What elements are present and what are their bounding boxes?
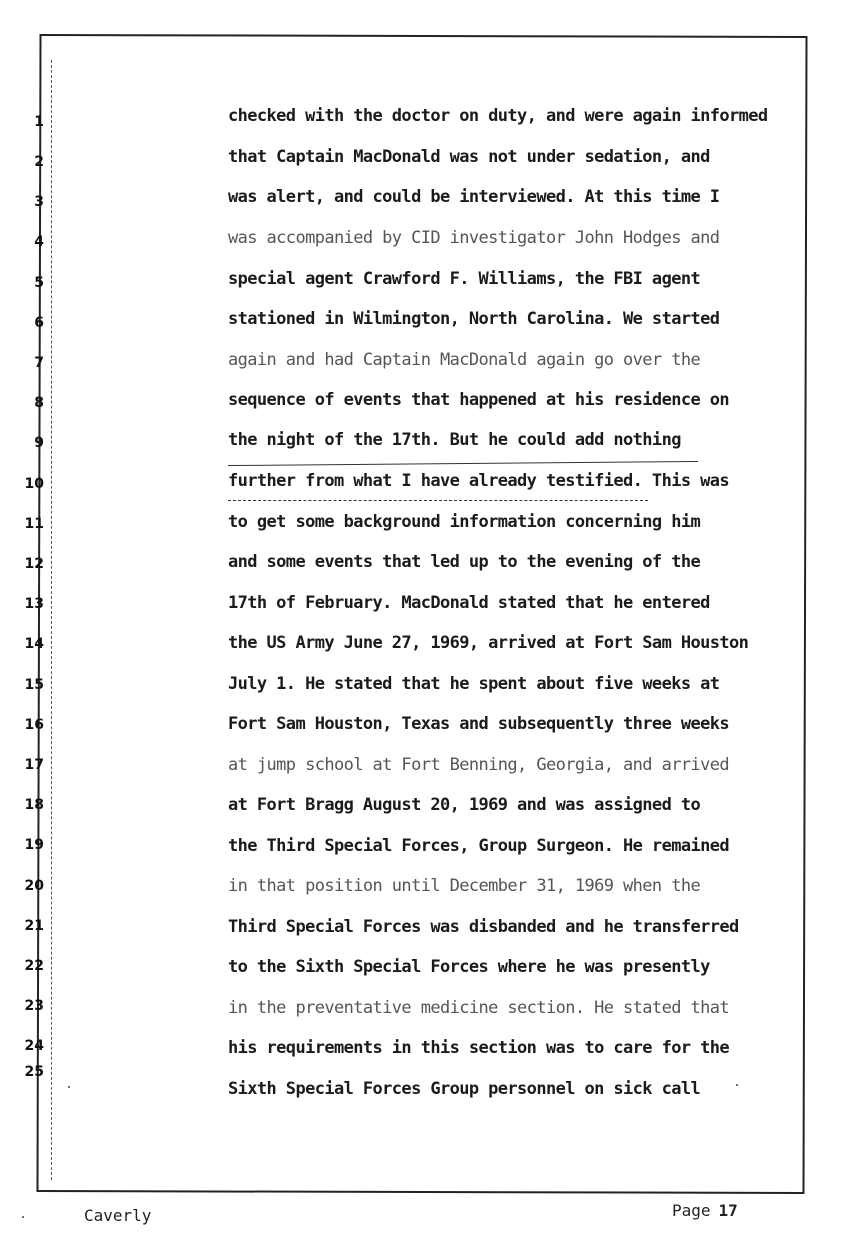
transcript-line: sequence of events that happened at his residence on bbox=[228, 390, 730, 410]
line-number: 16 bbox=[24, 717, 44, 733]
transcript-line: in that position until December 31, 1969 when the bbox=[228, 876, 701, 896]
line-number: 18 bbox=[24, 797, 44, 813]
scan-speck bbox=[736, 1084, 738, 1086]
line-number: 22 bbox=[24, 958, 44, 974]
transcript-line: stationed in Wilmington, North Carolina. We started bbox=[228, 309, 720, 329]
transcript-line: July 1. He stated that he spent about five weeks at bbox=[228, 674, 720, 694]
line-number: 21 bbox=[24, 918, 44, 934]
line-number: 2 bbox=[34, 154, 44, 170]
transcript-line: at Fort Bragg August 20, 1969 and was assigned to bbox=[228, 795, 701, 815]
transcript-line: was alert, and could be interviewed. At this time I bbox=[228, 187, 720, 207]
scan-speck bbox=[22, 1216, 24, 1218]
line-number: 20 bbox=[24, 878, 44, 894]
transcript-line: the Third Special Forces, Group Surgeon. He remained bbox=[228, 836, 730, 856]
transcript-line: Sixth Special Forces Group personnel on sick call bbox=[228, 1079, 701, 1099]
transcript-line: his requirements in this section was to care for the bbox=[228, 1038, 730, 1058]
handwritten-underline bbox=[228, 500, 648, 501]
line-number: 6 bbox=[34, 315, 44, 331]
line-number: 8 bbox=[34, 395, 44, 411]
line-number: 3 bbox=[34, 194, 44, 210]
line-number: 11 bbox=[24, 516, 44, 532]
line-number: 9 bbox=[34, 435, 44, 451]
line-number: 17 bbox=[24, 757, 44, 773]
transcript-line: Fort Sam Houston, Texas and subsequently three weeks bbox=[228, 714, 730, 734]
line-number: 19 bbox=[24, 837, 44, 853]
transcript-line: the night of the 17th. But he could add nothing bbox=[228, 430, 681, 450]
transcript-line: to the Sixth Special Forces where he was presently bbox=[228, 957, 710, 977]
transcript-line: 17th of February. MacDonald stated that he entered bbox=[228, 593, 710, 613]
line-number: 5 bbox=[34, 275, 44, 291]
transcript-line: to get some background information concerning him bbox=[228, 512, 701, 532]
scan-speck bbox=[68, 1086, 70, 1088]
line-number-margin-rule bbox=[51, 60, 52, 1180]
transcript-line: again and had Captain MacDonald again go over the bbox=[228, 350, 701, 370]
page-border bbox=[36, 34, 807, 1194]
line-number: 25 bbox=[24, 1064, 44, 1080]
page-label: Page bbox=[672, 1201, 711, 1220]
transcript-line: was accompanied by CID investigator John Hodges and bbox=[228, 228, 720, 248]
transcript-line: special agent Crawford F. Williams, the FBI agent bbox=[228, 269, 701, 289]
transcript-line: in the preventative medicine section. He stated that bbox=[228, 998, 730, 1018]
line-number: 23 bbox=[24, 998, 44, 1014]
line-number: 24 bbox=[24, 1038, 44, 1054]
line-number: 4 bbox=[34, 234, 44, 250]
line-number: 1 bbox=[34, 114, 44, 130]
transcript-line: the US Army June 27, 1969, arrived at Fort Sam Houston bbox=[228, 633, 749, 653]
line-number: 7 bbox=[34, 355, 44, 371]
page-number: 17 bbox=[718, 1201, 738, 1220]
transcript-line: and some events that led up to the evening of the bbox=[228, 552, 701, 572]
line-number: 14 bbox=[24, 636, 44, 652]
transcript-line: Third Special Forces was disbanded and he transferred bbox=[228, 917, 739, 937]
transcript-line: checked with the doctor on duty, and were again informed bbox=[228, 106, 768, 126]
page-indicator bbox=[672, 1201, 738, 1220]
reporter-name: Caverly bbox=[84, 1206, 152, 1225]
transcript-line: further from what I have already testified. This was bbox=[228, 471, 730, 491]
transcript-line: that Captain MacDonald was not under sedation, and bbox=[228, 147, 710, 167]
line-number: 13 bbox=[24, 596, 44, 612]
transcript-line: at jump school at Fort Benning, Georgia, and arrived bbox=[228, 755, 730, 775]
line-number: 10 bbox=[24, 476, 44, 492]
line-number: 12 bbox=[24, 556, 44, 572]
line-number: 15 bbox=[24, 677, 44, 693]
